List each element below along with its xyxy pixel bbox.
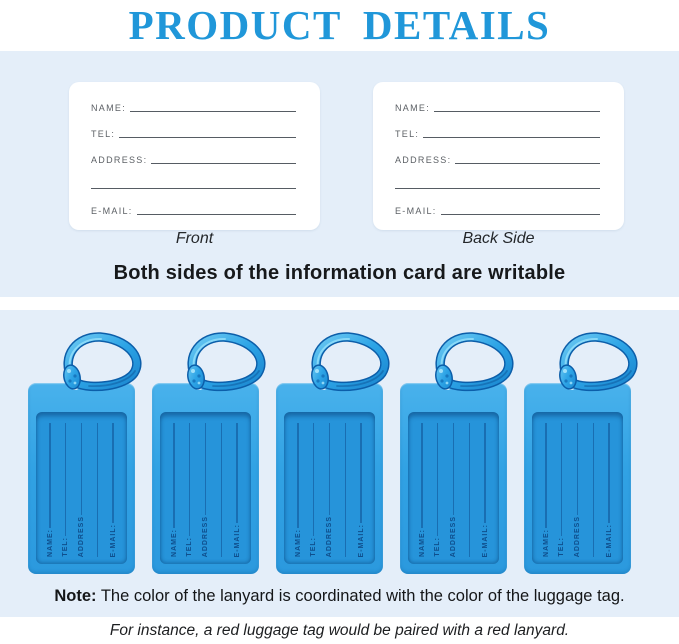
tag-field-label: NAME: xyxy=(294,529,302,557)
tag-field-column xyxy=(464,423,474,557)
card-field-line xyxy=(130,111,296,112)
card-field-row xyxy=(91,152,296,165)
card-field-line xyxy=(455,163,600,164)
card-field-row xyxy=(91,126,296,139)
tag-field-label: ADDRESS xyxy=(450,515,457,557)
tag-field-line xyxy=(236,423,237,523)
tag-field-column xyxy=(449,423,459,557)
card-field-row xyxy=(395,100,600,113)
card-field-row xyxy=(395,203,600,216)
card-field-line xyxy=(395,188,600,189)
info-card-back xyxy=(373,82,624,230)
card-field-row xyxy=(91,177,296,190)
tag-field-column xyxy=(77,423,87,557)
tag-field-column xyxy=(309,423,319,557)
tag-field-line xyxy=(297,423,298,528)
tag-field-label: TEL: xyxy=(558,537,566,557)
tag-body xyxy=(400,383,507,574)
tag-field-line xyxy=(49,423,50,528)
tag-field-label: NAME: xyxy=(542,529,550,557)
lanyard-loop-icon xyxy=(528,333,650,393)
tag-field-label: NAME: xyxy=(46,529,54,557)
tag-body xyxy=(28,383,135,574)
tag-field-label: NAME: xyxy=(418,529,426,557)
tag-field-label: ADDRESS xyxy=(574,515,581,557)
tag-field-line xyxy=(329,423,330,515)
tag-field-column xyxy=(480,423,490,557)
luggage-tag xyxy=(400,333,531,574)
tag-field-column xyxy=(604,423,614,557)
header xyxy=(0,0,679,51)
tag-field-label: TEL: xyxy=(186,537,194,557)
tag-panel xyxy=(284,412,375,564)
tag-field-line xyxy=(545,423,546,528)
tag-field-line xyxy=(112,423,113,523)
tag-field-label: TEL: xyxy=(62,537,70,557)
card-field-label: NAME: xyxy=(91,103,127,113)
tag-body xyxy=(524,383,631,574)
tag-field-line xyxy=(65,423,66,536)
tag-field-line xyxy=(221,423,222,557)
cards-section xyxy=(0,51,679,297)
tag-field-column xyxy=(232,423,242,557)
note-prefix: Note: xyxy=(54,587,97,605)
tag-field-column xyxy=(216,423,226,557)
lanyard-loop-icon xyxy=(280,333,402,393)
tag-field-line xyxy=(345,423,346,557)
card-field-label: ADDRESS: xyxy=(91,154,148,165)
section-divider xyxy=(0,297,679,310)
tag-field-line xyxy=(421,423,422,528)
luggage-tag xyxy=(276,333,407,574)
card-field-label: E-MAIL: xyxy=(91,206,133,216)
tag-field-column xyxy=(588,423,598,557)
lanyard-loop-icon xyxy=(156,333,278,393)
tag-field-column xyxy=(557,423,567,557)
card-field-label: ADDRESS: xyxy=(395,154,452,165)
tag-field-label: E-MAIL: xyxy=(481,523,489,557)
page-title: PRODUCT DETAILS xyxy=(128,2,551,48)
tag-field-line xyxy=(469,423,470,557)
card-field-line xyxy=(91,188,296,189)
tag-panel xyxy=(408,412,499,564)
card-field-label: TEL: xyxy=(91,128,116,139)
card-field-line xyxy=(137,214,296,215)
tag-field-label: ADDRESS xyxy=(202,515,209,557)
tag-field-label: E-MAIL: xyxy=(357,523,365,557)
note-body: The color of the lanyard is coordinated with the color of the luggage tag. xyxy=(96,587,625,605)
card-field-row xyxy=(91,203,296,216)
tag-field-label: ADDRESS xyxy=(326,515,333,557)
tag-field-column xyxy=(541,423,551,557)
tag-field-line xyxy=(97,423,98,557)
tag-field-label: E-MAIL: xyxy=(109,523,117,557)
tag-panel xyxy=(36,412,127,564)
tag-field-column xyxy=(417,423,427,557)
tag-field-line xyxy=(608,423,609,523)
tag-field-column xyxy=(185,423,195,557)
tag-field-line xyxy=(577,423,578,515)
card-field-label: TEL: xyxy=(395,128,420,139)
tag-field-column xyxy=(573,423,583,557)
card-field-line xyxy=(119,137,296,138)
tag-body xyxy=(276,383,383,574)
card-field-row xyxy=(91,100,296,113)
tag-field-column xyxy=(92,423,102,557)
tag-field-column xyxy=(356,423,366,557)
info-card-front xyxy=(69,82,320,230)
tag-field-column xyxy=(325,423,335,557)
tag-field-line xyxy=(561,423,562,536)
tag-field-line xyxy=(593,423,594,557)
tag-field-line xyxy=(205,423,206,515)
tag-panel xyxy=(532,412,623,564)
tag-field-column xyxy=(340,423,350,557)
tags-section xyxy=(0,310,679,617)
tag-field-line xyxy=(173,423,174,528)
tag-field-line xyxy=(189,423,190,536)
card-field-line xyxy=(423,137,600,138)
tag-field-label: E-MAIL: xyxy=(605,523,613,557)
tag-field-column xyxy=(45,423,55,557)
tag-field-line xyxy=(313,423,314,536)
tag-field-column xyxy=(293,423,303,557)
tag-field-column xyxy=(108,423,118,557)
tag-field-label: ADDRESS xyxy=(78,515,85,557)
tag-panel xyxy=(160,412,251,564)
tags-row xyxy=(0,310,679,617)
tag-field-label: TEL: xyxy=(310,537,318,557)
tag-field-label: TEL: xyxy=(434,537,442,557)
tag-field-line xyxy=(360,423,361,523)
footer-note: For instance, a red luggage tag would be paired with a red lanyard. xyxy=(109,622,570,639)
tag-field-line xyxy=(453,423,454,515)
tag-field-column xyxy=(201,423,211,557)
card-field-row xyxy=(395,126,600,139)
tag-field-line xyxy=(437,423,438,536)
card-field-label: NAME: xyxy=(395,103,431,113)
front-caption: Front xyxy=(175,230,214,247)
luggage-tag xyxy=(524,333,655,574)
card-field-line xyxy=(434,111,600,112)
writable-caption: Both sides of the information card are writable xyxy=(113,262,566,284)
tag-field-column xyxy=(433,423,443,557)
back-caption: Back Side xyxy=(462,230,535,247)
tag-field-label: NAME: xyxy=(170,529,178,557)
tag-body xyxy=(152,383,259,574)
luggage-tag xyxy=(28,333,159,574)
luggage-tag xyxy=(152,333,283,574)
tag-field-line xyxy=(81,423,82,515)
tag-field-label: E-MAIL: xyxy=(233,523,241,557)
card-field-line xyxy=(151,163,296,164)
tag-field-column xyxy=(61,423,71,557)
card-field-row xyxy=(395,152,600,165)
card-field-label: E-MAIL: xyxy=(395,206,437,216)
card-field-row xyxy=(395,177,600,190)
note-text xyxy=(0,587,679,606)
card-field-line xyxy=(441,214,600,215)
tag-field-column xyxy=(169,423,179,557)
lanyard-loop-icon xyxy=(32,333,154,393)
footer xyxy=(0,617,679,644)
tag-field-line xyxy=(484,423,485,523)
lanyard-loop-icon xyxy=(404,333,526,393)
